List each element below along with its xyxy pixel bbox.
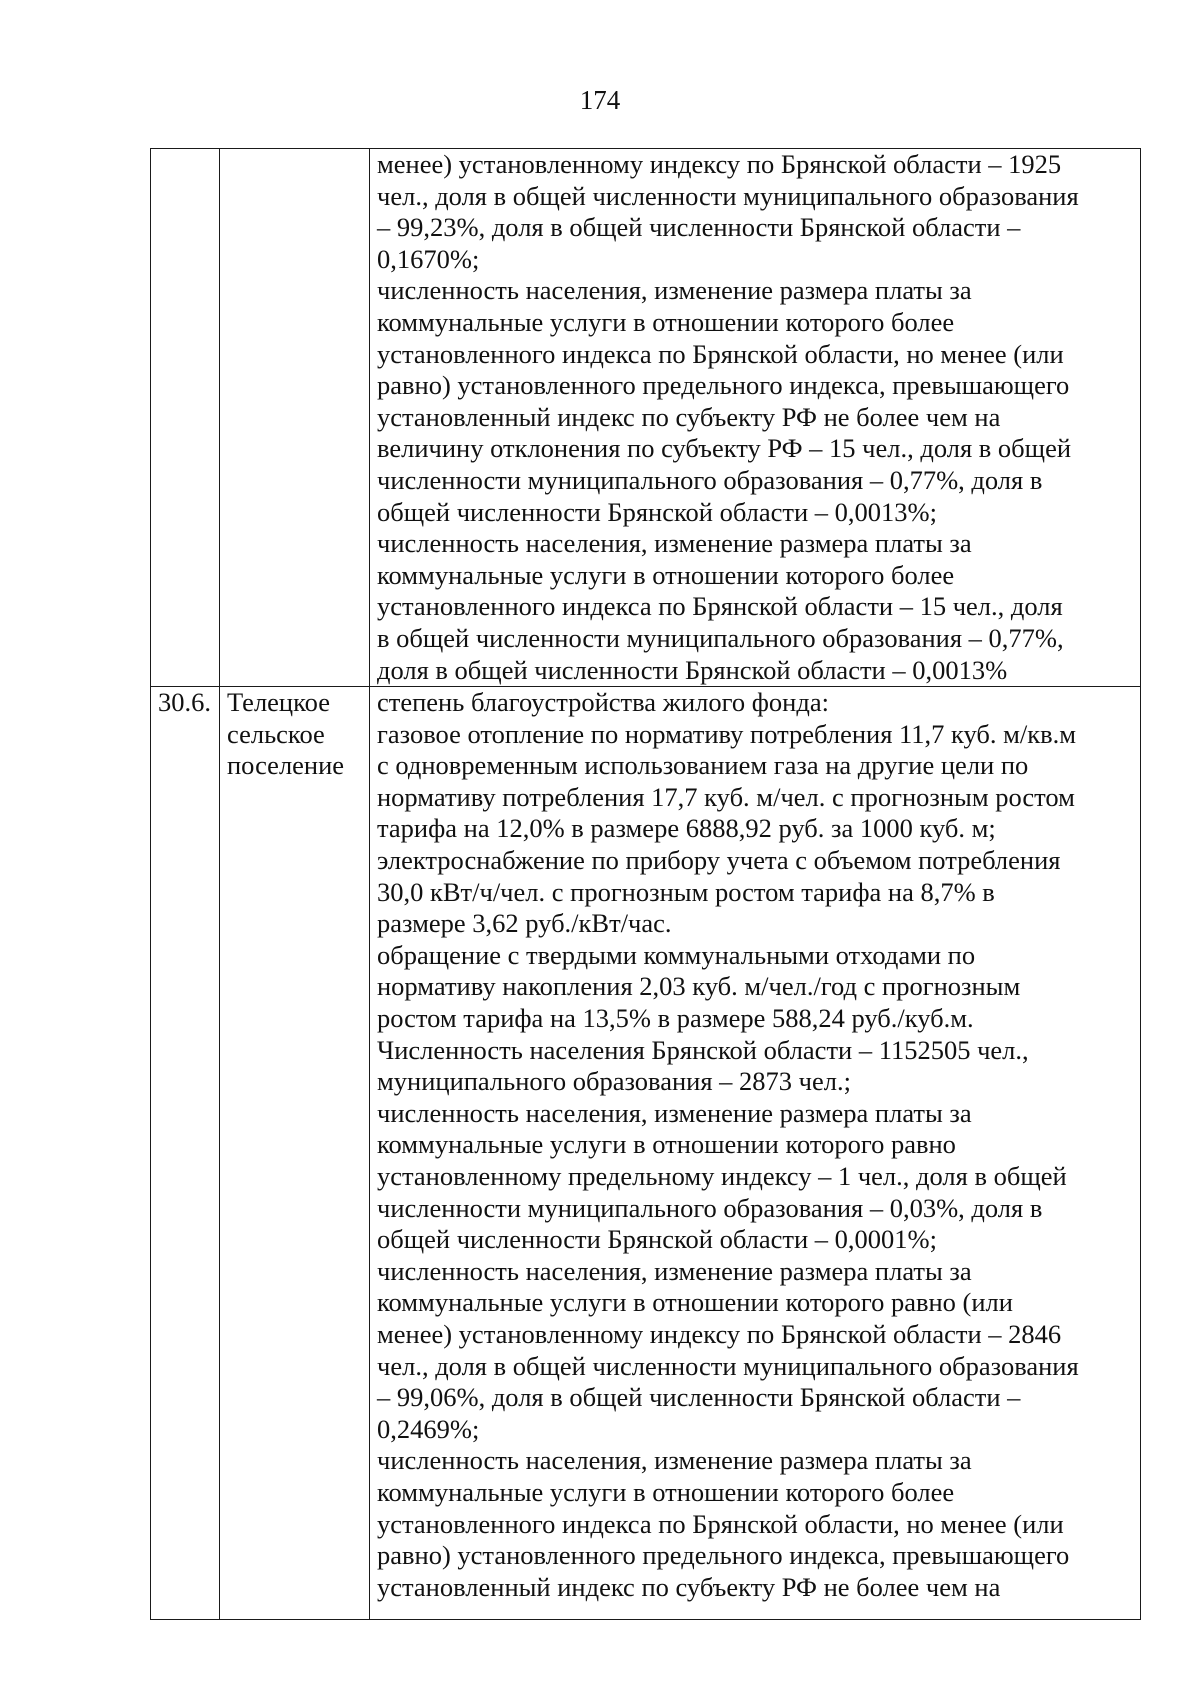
text-line: общей численности Брянской области – 0,0001%;: [377, 1224, 937, 1255]
text-line: менее) установленному индексу по Брянской области – 1925: [377, 149, 1062, 179]
text-line: общей численности Брянской области – 0,0013%;: [377, 496, 937, 527]
text-line: муниципального образования – 2873 чел.;: [377, 1066, 851, 1097]
text-line: 0,2469%;: [377, 1413, 480, 1444]
text-line: нормативу потребления 17,7 куб. м/чел. с прогнозным ростом: [377, 781, 1075, 812]
row-number-cell: [151, 149, 220, 687]
text-line: численности муниципального образования – 0,03%, доля в: [377, 1192, 1043, 1223]
text-line: обращение с твердыми коммунальными отходами по: [377, 939, 976, 970]
row-description-cell: [370, 149, 1141, 687]
text-line: установленного индекса по Брянской области, но менее (или: [377, 1508, 1064, 1539]
text-line: доля в общей численности Брянской области – 0,0013%: [377, 654, 1008, 685]
text-line: размере 3,62 руб./кВт/час.: [377, 908, 672, 939]
text-line: численность населения, изменение размера платы за: [377, 1097, 972, 1128]
text-line: нормативу накопления 2,03 куб. м/чел./год с прогнозным: [377, 971, 1021, 1002]
row-name-cell: [220, 687, 370, 1620]
table-row: [151, 149, 1141, 687]
text-line: численность населения, изменение размера платы за: [377, 1255, 972, 1286]
text-line: степень благоустройства жилого фонда:: [377, 687, 829, 718]
text-line: чел., доля в общей численности муниципального образования: [377, 180, 1079, 211]
row-description-cell: [370, 687, 1141, 1620]
text-line: численность населения, изменение размера платы за: [377, 1445, 972, 1476]
row-name-cell: [220, 149, 370, 687]
text-line: ростом тарифа на 13,5% в размере 588,24 руб./куб.м.: [377, 1003, 974, 1034]
text-line: равно) установленного предельного индекса, превышающего: [377, 1540, 1070, 1571]
text-line: чел., доля в общей численности муниципального образования: [377, 1350, 1079, 1381]
text-line: – 99,23%, доля в общей численности Брянской области –: [377, 212, 1021, 243]
text-line: установленного индекса по Брянской области – 15 чел., доля: [377, 591, 1063, 622]
text-line: менее) установленному индексу по Брянской области – 2846: [377, 1318, 1062, 1349]
text-line: коммунальные услуги в отношении которого более: [377, 1476, 955, 1507]
text-line: коммунальные услуги в отношении которого равно: [377, 1129, 956, 1160]
text-line: численность населения, изменение размера платы за: [377, 528, 972, 559]
settlement-name-line: поселение: [227, 750, 345, 781]
settlement-name-line: сельское: [227, 718, 325, 749]
text-line: электроснабжение по прибору учета с объемом потребления: [377, 845, 1061, 876]
text-line: тарифа на 12,0% в размере 6888,92 руб. за 1000 куб. м;: [377, 813, 996, 844]
document-table: [150, 148, 1141, 1620]
text-line: установленный индекс по субъекту РФ не более чем на: [377, 1571, 1001, 1602]
table-row: [151, 687, 1141, 1620]
text-line: в общей численности муниципального образования – 0,77%,: [377, 622, 1064, 653]
text-line: 30,0 кВт/ч/чел. с прогнозным ростом тарифа на 8,7% в: [377, 876, 995, 907]
text-line: численность населения, изменение размера платы за: [377, 275, 972, 306]
settlement-name-line: Телецкое: [227, 687, 330, 718]
text-line: 0,1670%;: [377, 243, 480, 274]
text-line: коммунальные услуги в отношении которого равно (или: [377, 1287, 1013, 1318]
text-line: установленному предельному индексу – 1 чел., доля в общей: [377, 1161, 1067, 1191]
text-line: численности муниципального образования – 0,77%, доля в: [377, 464, 1043, 495]
text-line: равно) установленного предельного индекса, превышающего: [377, 370, 1070, 401]
text-line: установленный индекс по субъекту РФ не более чем на: [377, 401, 1001, 432]
text-line: коммунальные услуги в отношении которого более: [377, 306, 955, 337]
row-number-cell: 30.6.: [151, 687, 220, 1620]
text-line: – 99,06%, доля в общей численности Брянской области –: [377, 1382, 1021, 1413]
page-number: 174: [579, 85, 621, 115]
text-line: газовое отопление по нормативу потребления 11,7 куб. м/кв.м: [377, 718, 1077, 749]
text-line: с одновременным использованием газа на другие цели по: [377, 750, 1029, 781]
text-line: установленного индекса по Брянской области, но менее (или: [377, 338, 1064, 369]
text-line: коммунальные услуги в отношении которого более: [377, 559, 955, 590]
text-line: величину отклонения по субъекту РФ – 15 чел., доля в общей: [377, 433, 1072, 464]
text-line: Численность населения Брянской области – 1152505 чел.,: [377, 1034, 1029, 1065]
